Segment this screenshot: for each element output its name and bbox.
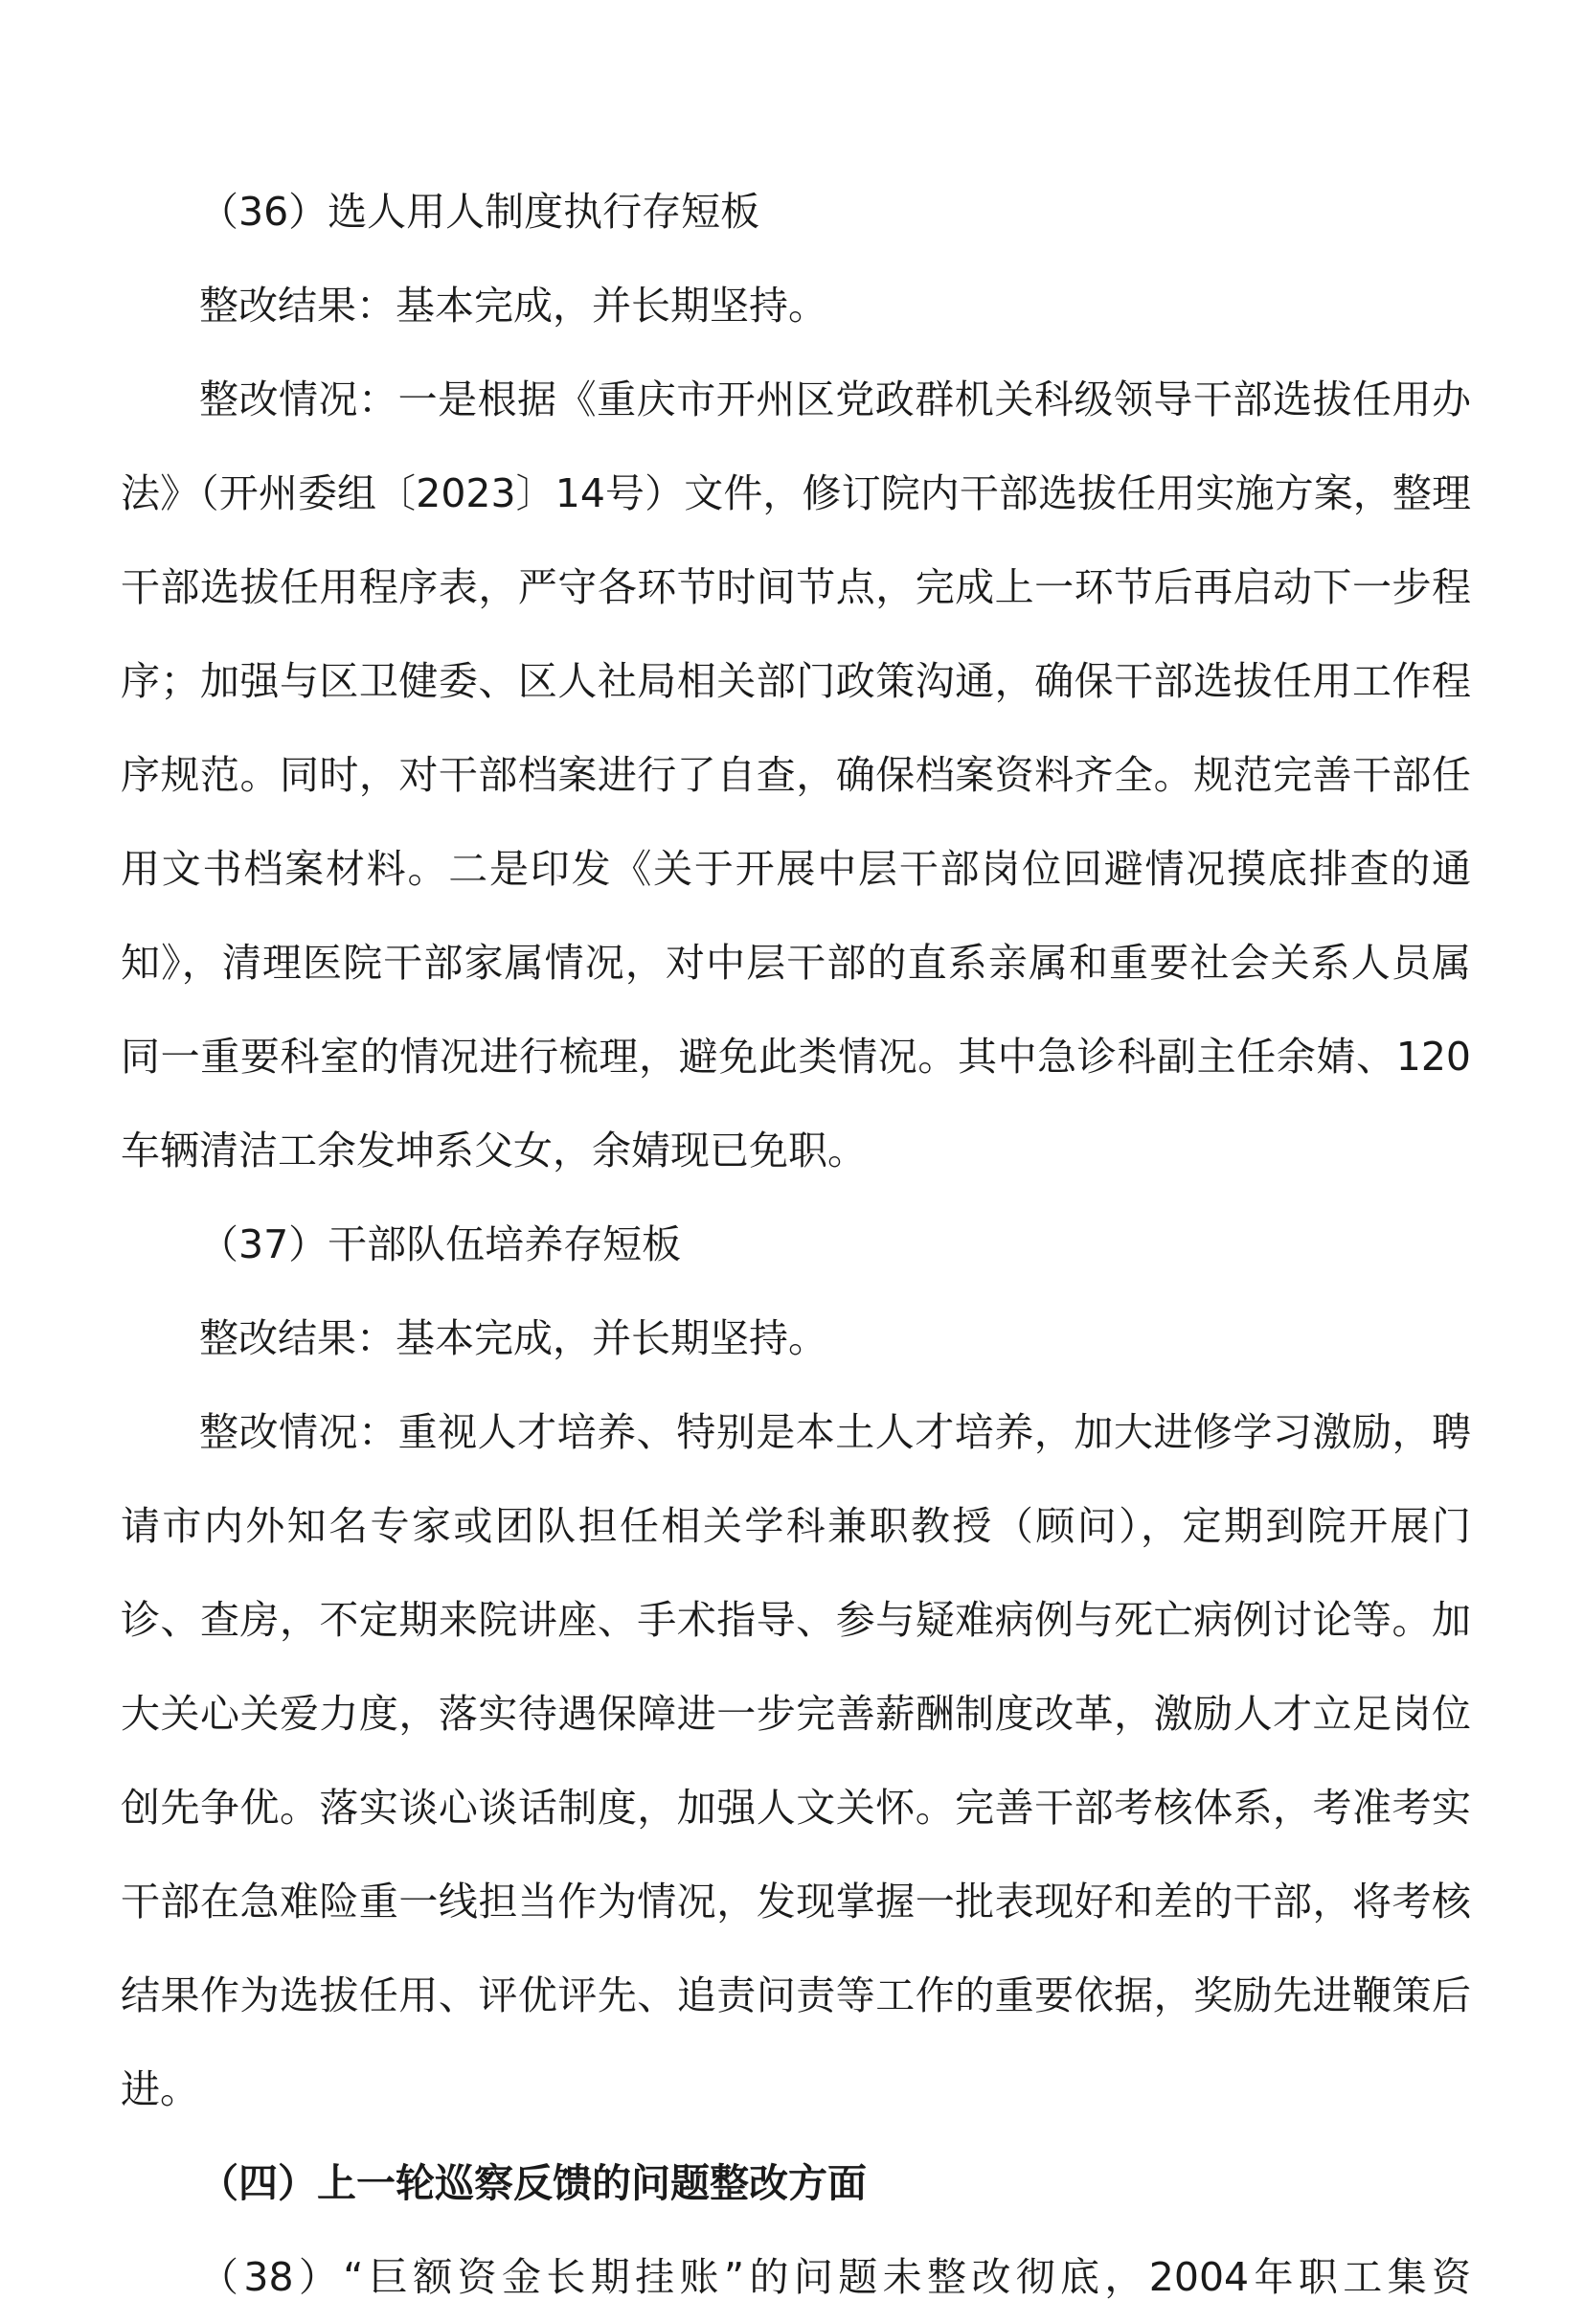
item-37-result: 整改结果：基本完成，并长期坚持。 bbox=[199, 1315, 827, 1361]
item-37-heading: （37）干部队伍培养存短板 bbox=[199, 1221, 682, 1267]
item-36-heading: （36）选人用人制度执行存短板 bbox=[199, 189, 760, 235]
item-38-heading: （38）“巨额资金长期挂账”的问题未整改彻底，2004年职工集资 bbox=[199, 2254, 1471, 2300]
item-36-result: 整改结果：基本完成，并长期坚持。 bbox=[199, 283, 827, 329]
section-4-heading: （四）上一轮巡察反馈的问题整改方面 bbox=[199, 2160, 867, 2206]
item-37-content: 整改情况：重视人才培养、特别是本土人才培养，加大进修学习激励，聘请市内外知名专家或团队担任相关学科兼职教授（顾问），定期到院开展门诊、查房，不定期来院讲座、手术指导、参与疑难病例与死亡病例讨论等。加大关心关爱力度，落实待遇保障进一步完善薪酬制度改革，激励人才立足岗位创先争优。落实谈心谈话制度，加强人文关怀。完善干部考核体系，考准考实干部在急难险重一线担当作为情况，发现掌握一批表现好和差的干部，将考核结果作为选拔任用、评优评先、追责问责等工作的重要依据，奖励先进鞭策后进。 bbox=[121, 1409, 1471, 2112]
document-body bbox=[121, 165, 1471, 2324]
item-36-content: 整改情况：一是根据《重庆市开州区党政群机关科级领导干部选拔任用办法》（开州委组〔2023〕14号）文件，修订院内干部选拔任用实施方案，整理干部选拔任用程序表，严守各环节时间节点，完成上一环节后再启动下一步程序；加强与区卫健委、区人社局相关部门政策沟通，确保干部选拔任用工作程序规范。同时，对干部档案进行了自查，确保档案资料齐全。规范完善干部任用文书档案材料。二是印发《关于开展中层干部岗位回避情况摸底排查的通知》，清理医院干部家属情况，对中层干部的直系亲属和重要社会关系人员属同一重要科室的情况进行梳理，避免此类情况。其中急诊科副主任余婧、120车辆清洁工余发坤系父女，余婧现已免职。 bbox=[121, 376, 1471, 1173]
